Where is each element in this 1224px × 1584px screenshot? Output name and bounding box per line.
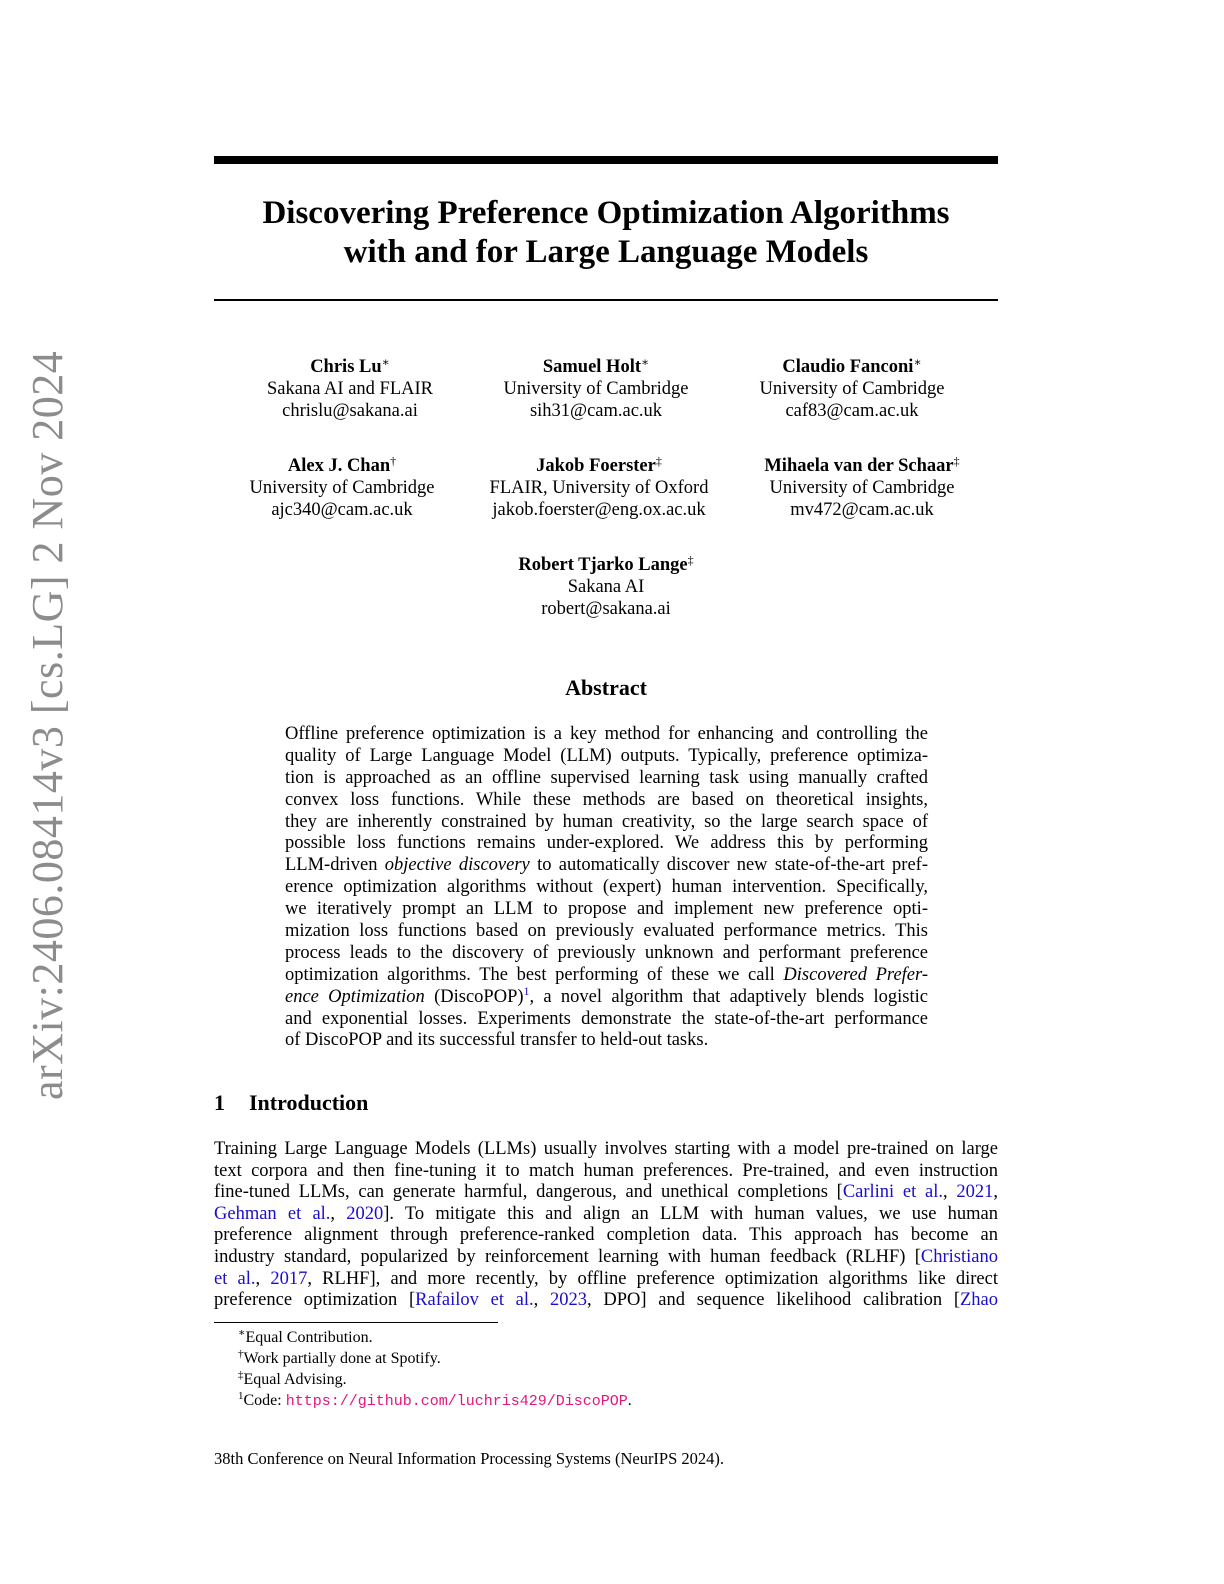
citation-link[interactable]: 2020 bbox=[346, 1203, 384, 1224]
abstract-line: they are inherently constrained by human creativity, so the large search space of bbox=[285, 811, 928, 832]
citation-link[interactable]: Gehman et al. bbox=[214, 1203, 331, 1224]
body-line: et al., 2017, RLHF], and more recently, by offline preference optimization algorithms like direct bbox=[214, 1268, 998, 1289]
abstract-line: and exponential losses. Experiments demonstrate the state-of-the-art performance bbox=[285, 1008, 928, 1029]
footnote-item: ‡Equal Advising. bbox=[238, 1369, 347, 1388]
author-name: Robert Tjarko Lange‡ bbox=[518, 553, 694, 575]
title-top-rule bbox=[214, 156, 998, 164]
footnote-item: †Work partially done at Spotify. bbox=[238, 1348, 441, 1367]
body-line: Gehman et al., 2020]. To mitigate this and align an LLM with human values, we use human bbox=[214, 1203, 998, 1224]
citation-link[interactable]: et al. bbox=[214, 1268, 256, 1289]
footnote-separator bbox=[214, 1322, 498, 1323]
title-bottom-rule bbox=[214, 299, 998, 301]
author-affiliation: University of Cambridge bbox=[249, 478, 435, 498]
author-affiliation: Sakana AI bbox=[567, 577, 645, 597]
author-name: Alex J. Chan† bbox=[287, 454, 397, 476]
footnote-link-1[interactable]: 1 bbox=[523, 983, 530, 998]
emphasis-discovered-preference: Discovered Prefer- bbox=[783, 964, 928, 985]
body-line: preference alignment through preference-ranked completion data. This approach has become an bbox=[214, 1225, 998, 1246]
author-affiliation: University of Cambridge bbox=[769, 478, 955, 498]
abstract-line: tion is approached as an offline supervised learning task using manually crafted bbox=[285, 767, 928, 788]
abstract-line: convex loss functions. While these methods are based on theoretical insights, bbox=[285, 789, 928, 810]
citation-link[interactable]: Carlini et al. bbox=[842, 1182, 943, 1203]
section-heading-introduction: 1 Introduction bbox=[214, 1090, 369, 1115]
author-email[interactable]: caf83@cam.ac.uk bbox=[785, 401, 919, 421]
citation-link[interactable]: 2017 bbox=[270, 1268, 308, 1289]
paper-title bbox=[214, 194, 998, 272]
emphasis-objective-discovery: objective discovery bbox=[384, 855, 530, 876]
body-line: preference optimization [Rafailov et al., 2023, DPO] and sequence likelihood calibration [Zhao bbox=[214, 1290, 999, 1311]
author-name: Jakob Foerster‡ bbox=[536, 454, 662, 476]
author-email[interactable]: chrislu@sakana.ai bbox=[282, 401, 418, 421]
abstract-line: mization loss functions based on previously evaluated performance metrics. This bbox=[285, 921, 928, 942]
author-block bbox=[702, 356, 1002, 422]
abstract-line: optimization algorithms. The best performing of these we call Discovered Prefer- bbox=[285, 964, 928, 985]
author-name: Chris Lu∗ bbox=[310, 355, 390, 377]
citation-link[interactable]: Zhao bbox=[960, 1290, 999, 1311]
author-name: Claudio Fanconi∗ bbox=[782, 355, 922, 377]
arxiv-identifier-stamp: arXiv:2406.08414v3 [cs.LG] 2 Nov 2024 bbox=[23, 350, 72, 1100]
author-name: Mihaela van der Schaar‡ bbox=[764, 454, 960, 476]
abstract-heading: Abstract bbox=[565, 675, 647, 700]
abstract-line: erence optimization algorithms without (expert) human intervention. Specifically, bbox=[285, 877, 928, 898]
paper-title-line-1: Discovering Preference Optimization Algorithms bbox=[262, 195, 950, 231]
abstract-line: we iteratively prompt an LLM to propose and implement new preference opti- bbox=[285, 899, 928, 920]
abstract-line: Offline preference optimization is a key method for enhancing and controlling the bbox=[285, 724, 928, 744]
author-email[interactable]: mv472@cam.ac.uk bbox=[790, 500, 934, 520]
author-email[interactable]: ajc340@cam.ac.uk bbox=[271, 500, 413, 520]
conference-note: 38th Conference on Neural Information Processing Systems (NeurIPS 2024). bbox=[214, 1449, 725, 1468]
citation-link[interactable]: 2023 bbox=[550, 1290, 588, 1311]
footnote-item: $^1$Code: https://github.com/luchris429/DiscoPOP. bbox=[238, 1390, 632, 1410]
abstract-body bbox=[285, 724, 928, 1052]
citation-link[interactable]: Christiano bbox=[920, 1246, 998, 1267]
body-line: industry standard, popularized by reinforcement learning with human feedback (RLHF) [Christiano bbox=[214, 1246, 998, 1267]
abstract-line: ence Optimization (DiscoPOP)$^1$, a novel algorithm that adaptively blends logistic bbox=[285, 983, 928, 1007]
paper-title-line-2: with and for Large Language Models bbox=[343, 234, 869, 270]
author-affiliation: University of Cambridge bbox=[759, 379, 945, 399]
body-line: fine-tuned LLMs, can generate harmful, dangerous, and unethical completions [Carlini et al., 2021, bbox=[214, 1182, 998, 1203]
author-block bbox=[192, 455, 492, 521]
author-block bbox=[712, 455, 1012, 521]
author-email[interactable]: jakob.foerster@eng.ox.ac.uk bbox=[492, 500, 706, 520]
body-line: Training Large Language Models (LLMs) usually involves starting with a model pre-trained on large bbox=[214, 1139, 998, 1159]
author-name: Samuel Holt∗ bbox=[542, 355, 650, 377]
footnote-item: ∗Equal Contribution. bbox=[238, 1327, 373, 1346]
abstract-line: of DiscoPOP and its successful transfer to held-out tasks. bbox=[285, 1030, 709, 1051]
citation-link[interactable]: 2021 bbox=[956, 1182, 994, 1203]
author-block bbox=[456, 554, 756, 620]
abstract-line: process leads to the discovery of previously unknown and performant preference bbox=[285, 942, 928, 963]
abstract-line: possible loss functions remains under-explored. We address this by performing bbox=[285, 833, 928, 854]
introduction-body bbox=[214, 1139, 998, 1312]
body-line: text corpora and then fine-tuning it to match human preferences. Pre-trained, and even instruction bbox=[214, 1160, 998, 1181]
author-block bbox=[449, 455, 749, 521]
abstract-line: quality of Large Language Model (LLM) outputs. Typically, preference optimiza- bbox=[285, 745, 928, 766]
author-affiliation: University of Cambridge bbox=[503, 379, 689, 399]
author-email[interactable]: robert@sakana.ai bbox=[541, 599, 671, 619]
author-block bbox=[446, 356, 746, 422]
code-repository-link[interactable]: https://github.com/luchris429/DiscoPOP bbox=[285, 1393, 628, 1410]
author-affiliation: FLAIR, University of Oxford bbox=[489, 478, 709, 498]
footnotes bbox=[238, 1327, 998, 1412]
abstract-line: LLM-driven objective discovery to automatically discover new state-of-the-art pref- bbox=[285, 855, 929, 876]
citation-link[interactable]: Rafailov et al. bbox=[415, 1290, 534, 1311]
author-email[interactable]: sih31@cam.ac.uk bbox=[529, 401, 663, 421]
author-affiliation: Sakana AI and FLAIR bbox=[267, 379, 433, 399]
